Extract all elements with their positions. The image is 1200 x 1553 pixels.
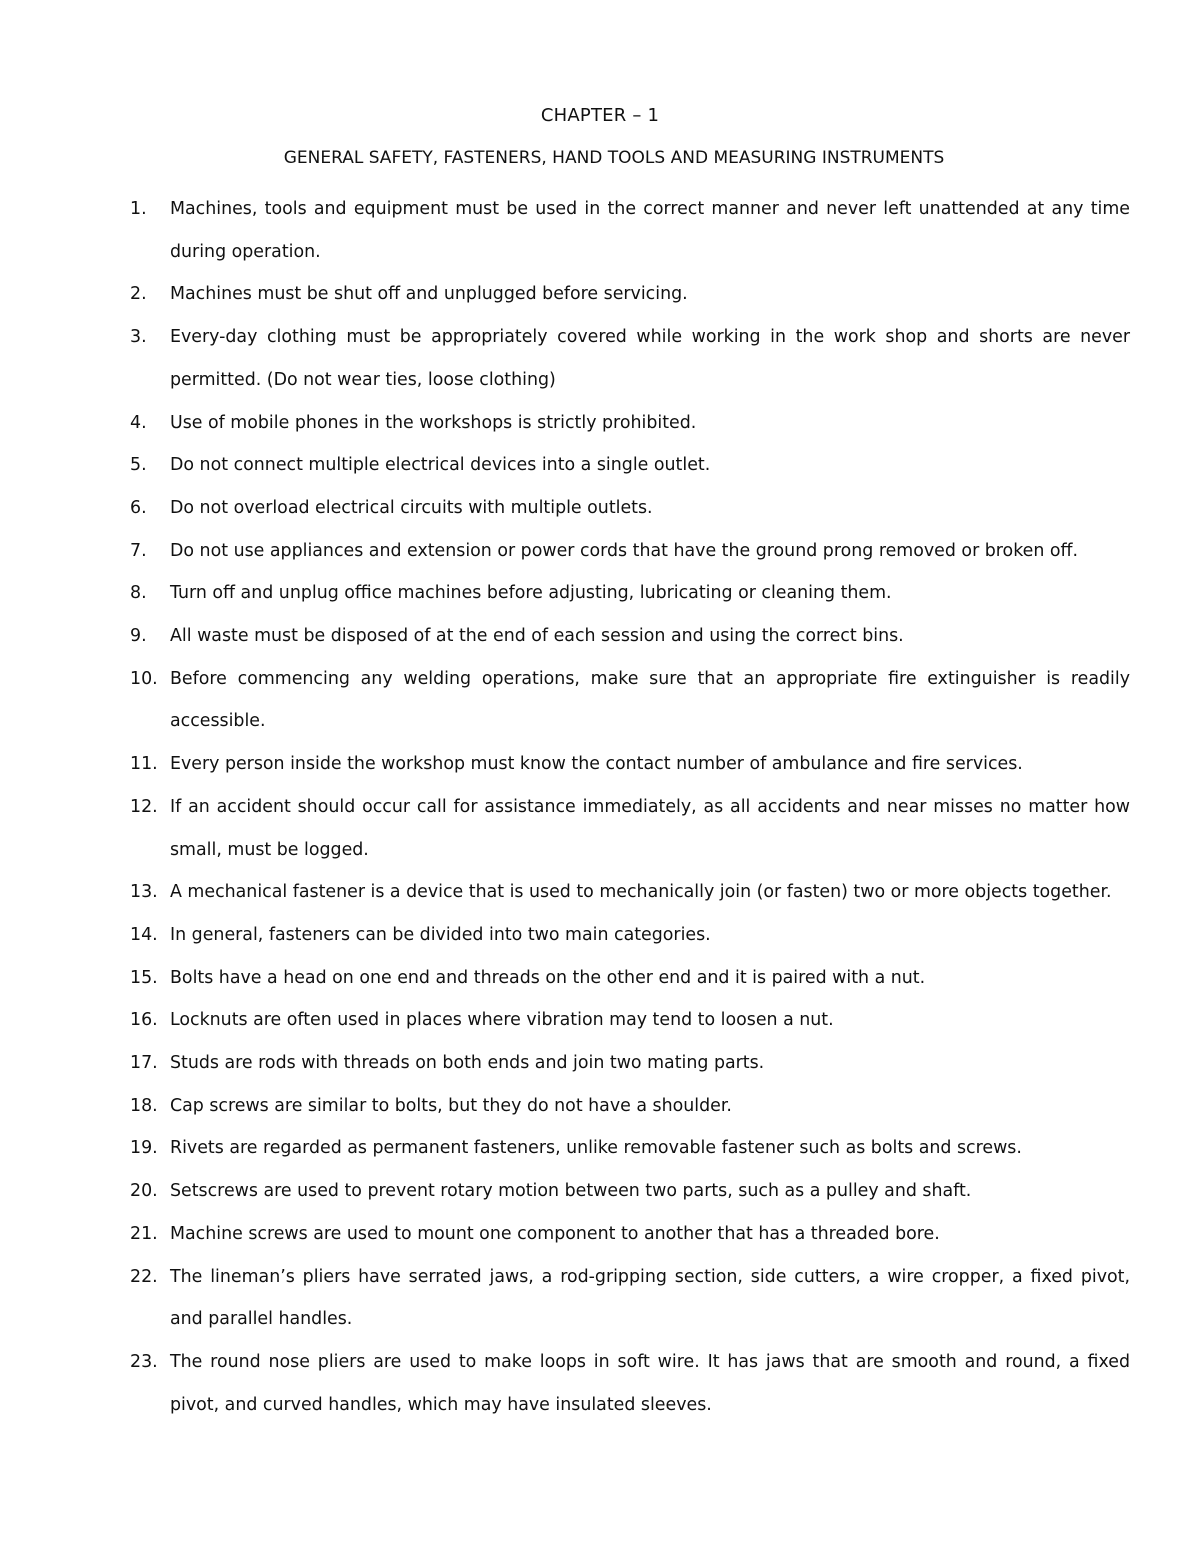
item-text: All waste must be disposed of at the end of each session and using the correct bins. <box>170 626 904 647</box>
list-item <box>130 487 1130 530</box>
list-item <box>130 1341 1130 1426</box>
item-number: 21. <box>130 1223 158 1244</box>
item-text: Turn off and unplug office machines before adjusting, lubricating or cleaning them. <box>170 583 892 604</box>
item-text: Do not use appliances and extension or power cords that have the ground prong removed or broken off. <box>170 540 1079 561</box>
item-text: Use of mobile phones in the workshops is strictly prohibited. <box>170 412 697 433</box>
list-item <box>130 316 1130 401</box>
item-number: 12. <box>130 796 158 817</box>
list-item <box>130 957 1130 1000</box>
list-item <box>130 1085 1130 1128</box>
chapter-label: CHAPTER – 1 <box>540 105 660 126</box>
list-item <box>130 1170 1130 1213</box>
list-item <box>130 1042 1130 1085</box>
list-item <box>130 188 1130 273</box>
item-number: 5. <box>130 455 147 476</box>
item-number: 8. <box>130 583 147 604</box>
item-number: 9. <box>130 626 147 647</box>
item-number: 18. <box>130 1095 158 1116</box>
list-item <box>130 1256 1130 1341</box>
item-text: Do not connect multiple electrical devices into a single outlet. <box>170 455 711 476</box>
list-item <box>130 871 1130 914</box>
list-item <box>130 273 1130 316</box>
list-item <box>130 402 1130 445</box>
item-number: 10. <box>130 668 158 689</box>
item-number: 15. <box>130 967 158 988</box>
item-text: The lineman’s pliers have serrated jaws, a rod-gripping section, side cutters, a wire cropper, a fixed pivot, and parallel handles. <box>170 1266 1130 1330</box>
item-text: Studs are rods with threads on both ends and join two mating parts. <box>170 1053 765 1074</box>
list-item <box>130 530 1130 573</box>
item-text: Bolts have a head on one end and threads on the other end and it is paired with a nut. <box>170 967 926 988</box>
list-item <box>130 999 1130 1042</box>
list-item <box>130 658 1130 743</box>
item-number: 4. <box>130 412 147 433</box>
item-text: If an accident should occur call for assistance immediately, as all accidents and near misses no matter how small, must be logged. <box>170 796 1130 860</box>
item-number: 14. <box>130 924 158 945</box>
item-number: 6. <box>130 497 147 518</box>
item-text: The round nose pliers are used to make loops in soft wire. It has jaws that are smooth and round, a fixed pivot, and curved handles, which may have insulated sleeves. <box>170 1351 1130 1415</box>
item-text: Every person inside the workshop must know the contact number of ambulance and fire services. <box>170 754 1023 775</box>
item-text: A mechanical fastener is a device that is used to mechanically join (or fasten) two or more objects together. <box>170 882 1112 903</box>
item-text: Machines must be shut off and unplugged before servicing. <box>170 284 688 305</box>
item-number: 16. <box>130 1010 158 1031</box>
item-text: Machine screws are used to mount one component to another that has a threaded bore. <box>170 1223 940 1244</box>
item-number: 17. <box>130 1053 158 1074</box>
safety-list <box>130 188 1130 1426</box>
item-number: 11. <box>130 754 158 775</box>
item-number: 3. <box>130 327 147 348</box>
list-item <box>130 615 1130 658</box>
list-item <box>130 914 1130 957</box>
list-item <box>130 444 1130 487</box>
item-number: 13. <box>130 882 158 903</box>
list-item <box>130 572 1130 615</box>
item-number: 20. <box>130 1181 158 1202</box>
list-item <box>130 1213 1130 1256</box>
item-text: Locknuts are often used in places where vibration may tend to loosen a nut. <box>170 1010 834 1031</box>
item-text: Every-day clothing must be appropriately covered while working in the work shop and shorts are never permitted. (Do not wear ties, loose clothing) <box>170 327 1130 390</box>
list-item <box>130 1127 1130 1170</box>
item-text: Do not overload electrical circuits with multiple outlets. <box>170 497 653 518</box>
item-text: Setscrews are used to prevent rotary motion between two parts, such as a pulley and shaft. <box>170 1181 972 1202</box>
item-number: 1. <box>130 199 147 219</box>
item-text: Rivets are regarded as permanent fasteners, unlike removable fastener such as bolts and screws. <box>170 1138 1022 1159</box>
item-number: 7. <box>130 540 147 561</box>
list-item <box>130 786 1130 871</box>
item-number: 19. <box>130 1138 158 1159</box>
item-number: 22. <box>130 1266 158 1287</box>
item-text: Before commencing any welding operations, make sure that an appropriate fire extinguisher is readily accessible. <box>170 668 1130 732</box>
item-number: 23. <box>130 1351 158 1372</box>
chapter-title: GENERAL SAFETY, FASTENERS, HAND TOOLS AND MEASURING INSTRUMENTS <box>283 148 945 168</box>
item-text: Machines, tools and equipment must be used in the correct manner and never left unattended at any time during operation. <box>170 199 1130 262</box>
item-number: 2. <box>130 284 147 305</box>
item-text: Cap screws are similar to bolts, but they do not have a shoulder. <box>170 1095 732 1116</box>
item-text: In general, fasteners can be divided into two main categories. <box>170 924 711 945</box>
list-item <box>130 743 1130 786</box>
